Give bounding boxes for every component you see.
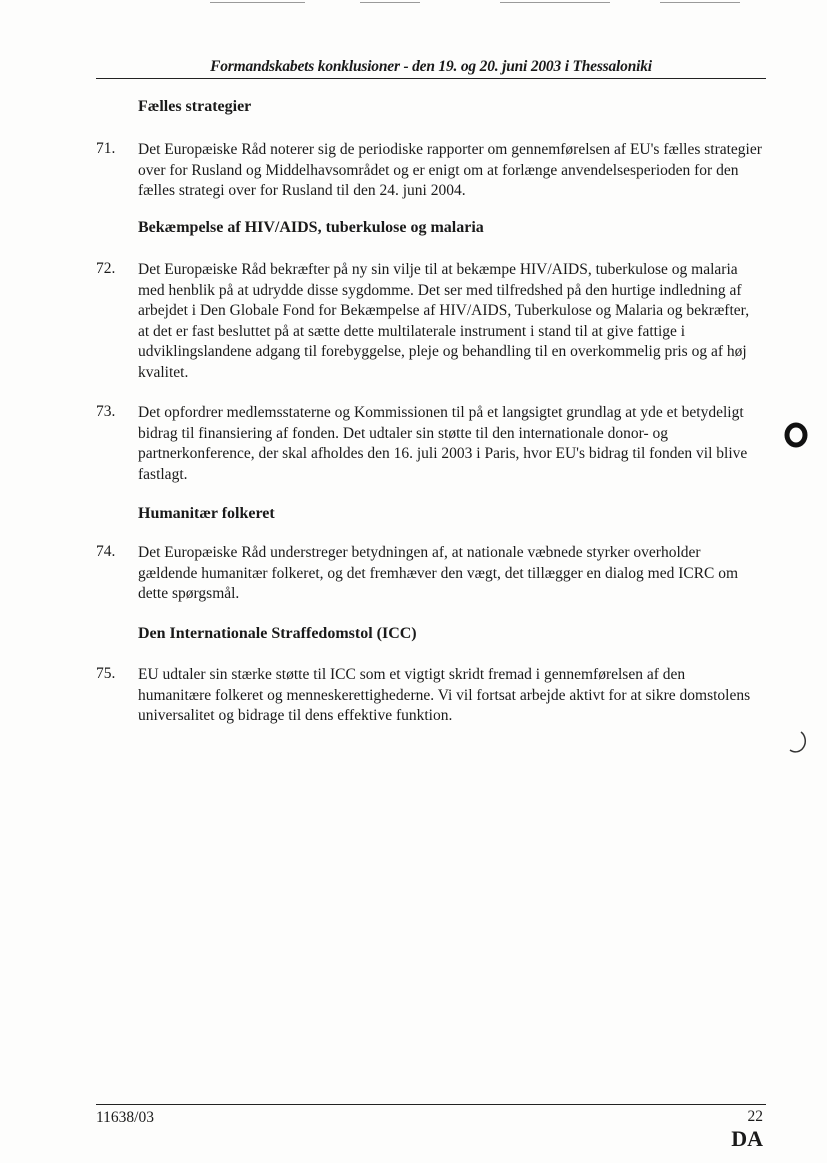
scan-artifact-line: [360, 2, 420, 3]
punch-hole-mark: [784, 728, 808, 754]
paragraph-number: 73.: [96, 403, 116, 420]
paragraph-number: 75.: [96, 665, 116, 682]
paragraph-number: 72.: [96, 260, 116, 277]
scan-artifact-line: [500, 2, 610, 3]
punch-hole-mark: [784, 422, 808, 448]
paragraph-text: Det Europæiske Råd understreger betydningen af, at nationale væbnede styrker overholder gældende humanitær folkeret, og det fremhæver den vægt, det tillægger en dialog med ICRC om dette spørgsmål.: [138, 544, 739, 602]
running-header: Formandskabets konklusioner - den 19. og 20. juni 2003 i Thessaloniki: [210, 58, 652, 75]
section-heading: Fælles strategier: [138, 98, 252, 115]
section-heading: Humanitær folkeret: [138, 505, 275, 522]
section-heading: Bekæmpelse af HIV/AIDS, tuberkulose og malaria: [138, 219, 484, 236]
footer-rule: [96, 1104, 766, 1105]
numbered-paragraph: [96, 403, 766, 485]
paragraph-number: 71.: [96, 140, 116, 157]
language-code: DA: [731, 1126, 763, 1151]
document-reference: 11638/03: [96, 1109, 154, 1126]
numbered-paragraph: [96, 260, 766, 383]
paragraph-number: 74.: [96, 543, 116, 560]
numbered-paragraph: [96, 665, 766, 727]
scan-artifact-line: [210, 2, 305, 3]
header-rule: [96, 78, 766, 79]
paragraph-text: EU udtaler sin stærke støtte til ICC som et vigtigt skridt fremad i gennemførelsen af den humanitære folkeret og menneskerettighederne. Vi vil fortsat arbejde aktivt for at sikre domstolens universalitet og bidrage til dens effektive funktion.: [138, 666, 751, 724]
numbered-paragraph: [96, 140, 766, 202]
paragraph-text: Det opfordrer medlemsstaterne og Kommissionen til på et langsigtet grundlag at yde et betydeligt bidrag til finansiering af fonden. Det udtaler sin støtte til den internationale donor- og partnerkonference, der skal afholdes den 16. juli 2003 i Paris, hvor EU's bidrag til fonden vil blive fastlagt.: [138, 404, 748, 483]
section-heading: Den Internationale Straffedomstol (ICC): [138, 625, 417, 642]
numbered-paragraph: [96, 543, 766, 605]
paragraph-text: Det Europæiske Råd bekræfter på ny sin vilje til at bekæmpe HIV/AIDS, tuberkulose og malaria med henblik på at udrydde disse sygdomme. Det ser med tilfredshed på den hurtige indledning af arbejdet i Den Globale Fond for Bekæmpelse af HIV/AIDS, Tuberkulose og Malaria og bekræfter, at det er fast besluttet på at sætte dette multilaterale instrument i stand til at give fattige i udviklingslandene adgang til forebyggelse, pleje og behandling til en overkommelig pris og af høj kvalitet.: [138, 261, 750, 381]
page-number: 22: [747, 1108, 763, 1125]
scan-artifact-line: [660, 2, 740, 3]
paragraph-text: Det Europæiske Råd noterer sig de periodiske rapporter om gennemførelsen af EU's fælles strategier over for Rusland og Middelhavsområdet og er enigt om at forlænge anvendelsesperioden for den fælles strategi over for Rusland til den 24. juni 2004.: [138, 141, 762, 199]
